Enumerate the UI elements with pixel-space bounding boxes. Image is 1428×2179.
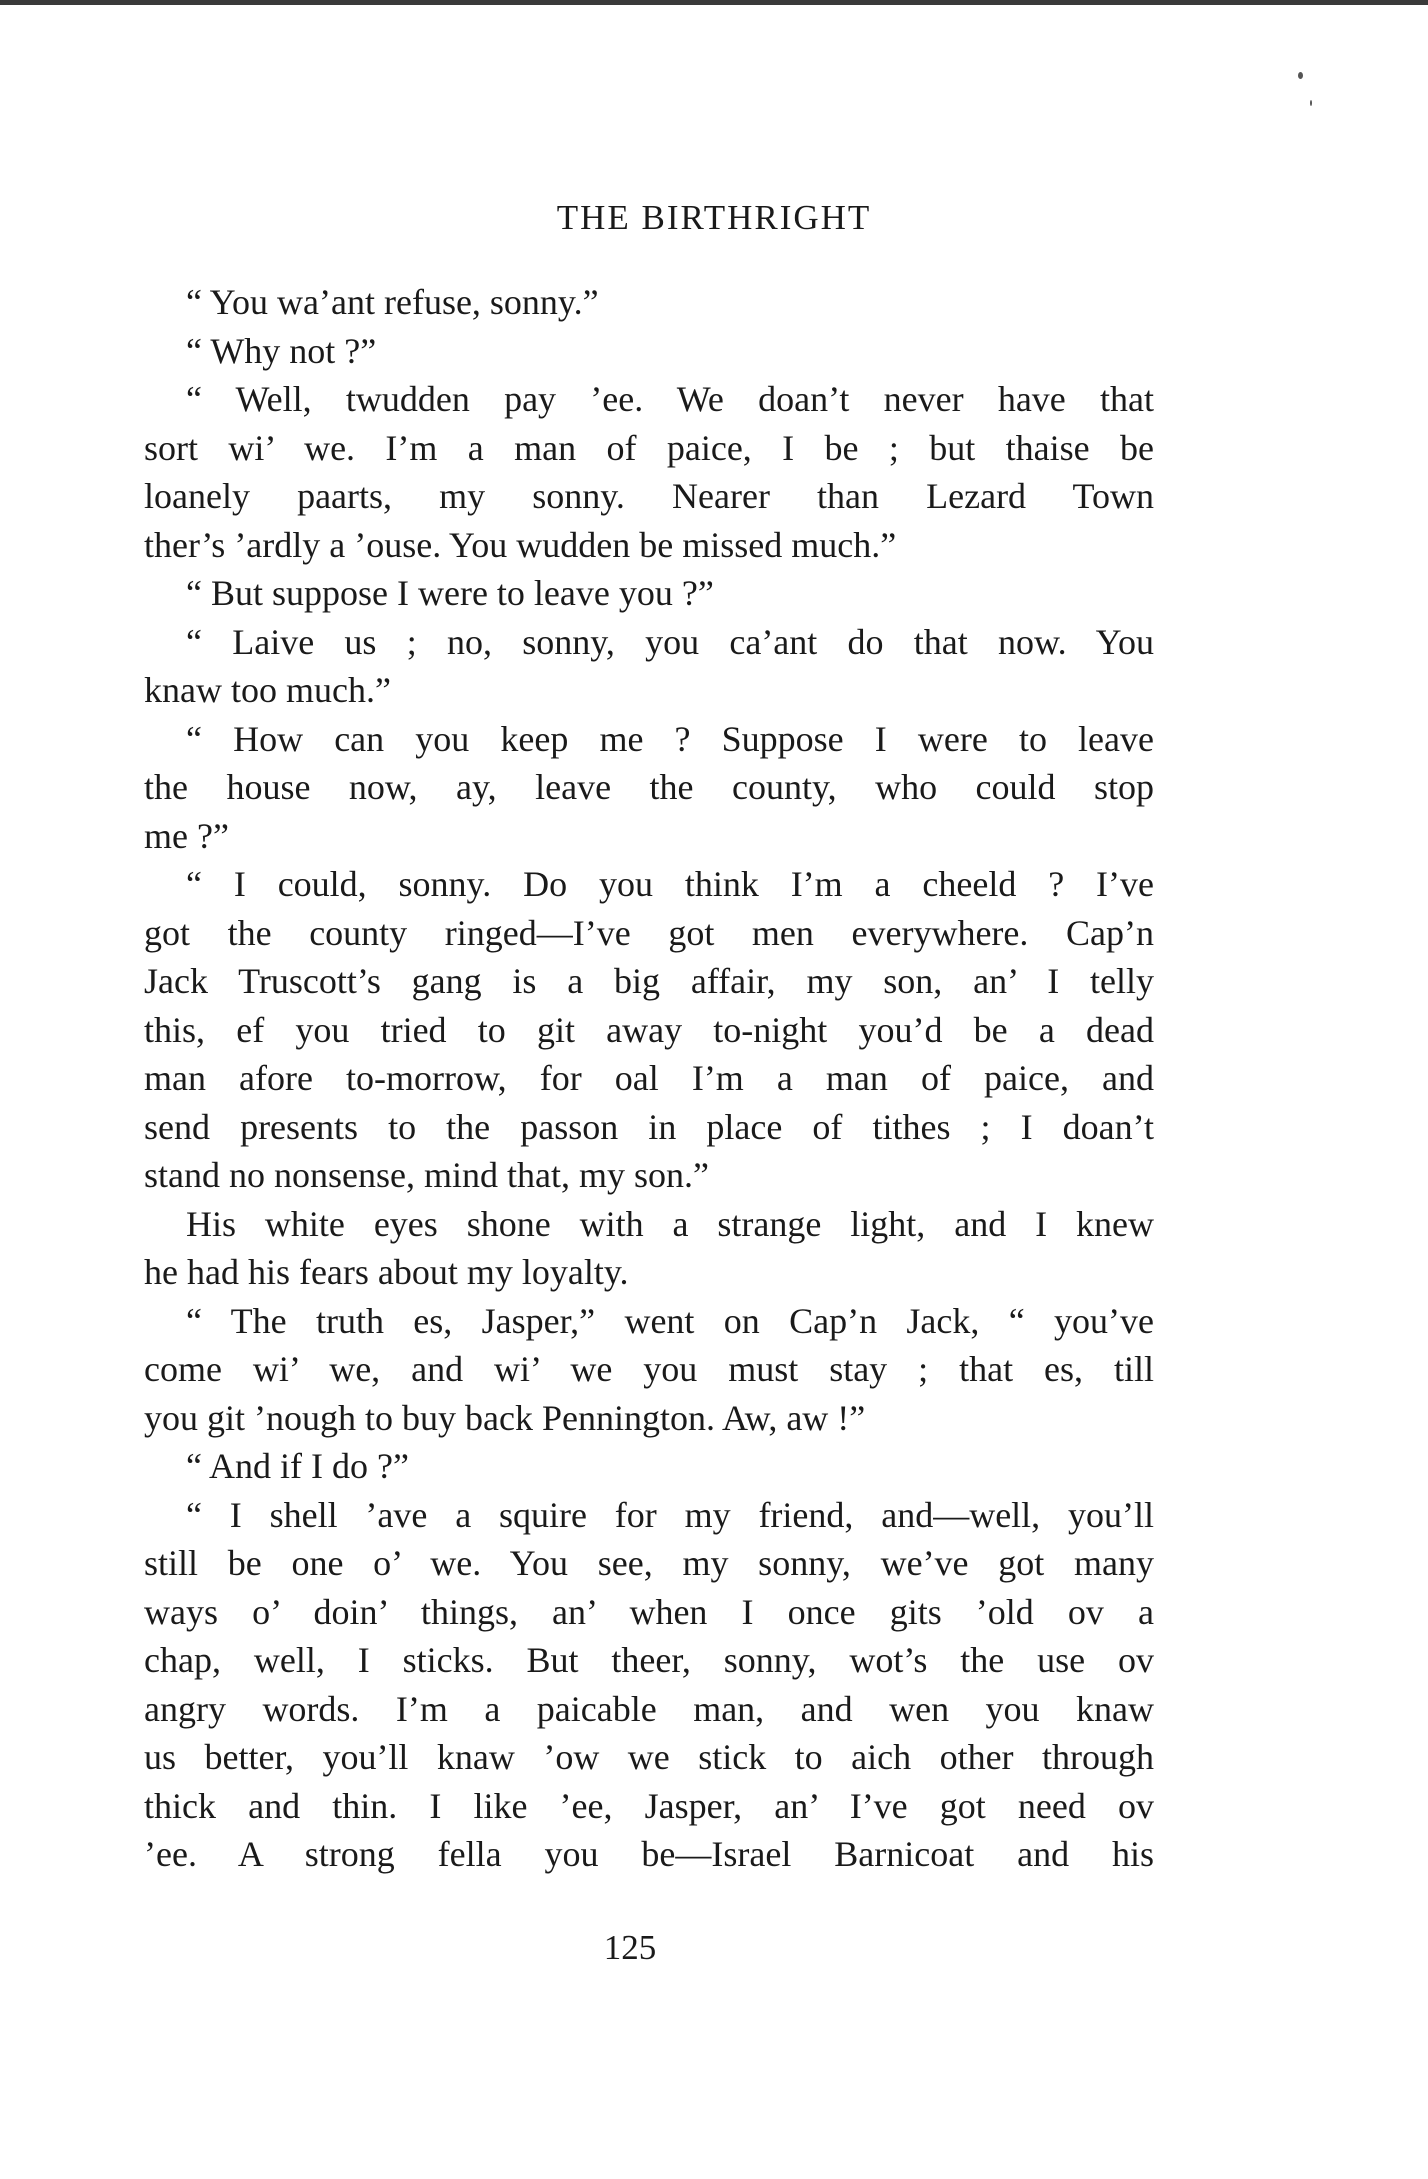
text-line: “ The truth es, Jasper,” went on Cap’n Jack, “ you’ve [186,1300,1154,1341]
text-line: “ Well, twudden pay ’ee. We doan’t never have that [186,379,1154,419]
text-line: he had his fears about my loyalty. [144,1252,629,1292]
text-line: us better, you’ll knaw ’ow we stick to aich other through [144,1737,1154,1777]
text-line: this, ef you tried to git away to-night you’d be a dead [144,1009,1154,1050]
text-line: ’ee. A strong fella you be—Israel Barnicoat and his [144,1834,1154,1874]
text-line: stand no nonsense, mind that, my son.” [144,1155,709,1195]
text-line: “ I could, sonny. Do you think I’m a cheeld ? I’ve [186,864,1154,904]
text-line: Jack Truscott’s gang is a big affair, my son, an’ I telly [144,961,1154,1001]
running-head: THE BIRTHRIGHT [556,198,872,237]
text-line: you git ’nough to buy back Pennington. Aw, aw !” [144,1397,866,1438]
text-line: thick and thin. I like ’ee, Jasper, an’ I’ve got need ov [144,1785,1154,1826]
text-line: loanely paarts, my sonny. Nearer than Lezard Town [144,476,1154,516]
text-line: man afore to-morrow, for oal I’m a man of paice, and [144,1058,1154,1098]
text-line: ways o’ doin’ things, an’ when I once gits ’old ov a [144,1591,1154,1632]
text-line: “ I shell ’ave a squire for my friend, and—well, you’ll [186,1494,1154,1535]
page-number: 125 [603,1928,657,1967]
text-line: knaw too much.” [144,670,391,710]
text-line: ther’s ’ardly a ’ouse. You wudden be missed much.” [144,524,897,565]
text-line: “ Laive us ; no, sonny, you ca’ant do that now. You [186,621,1154,662]
page-top-edge [0,0,1428,5]
text-line: sort wi’ we. I’m a man of paice, I be ; but thaise be [144,427,1154,468]
text-line: angry words. I’m a paicable man, and wen you knaw [144,1688,1154,1729]
print-speck [1298,72,1303,79]
text-line: the house now, ay, leave the county, who could stop [144,767,1154,807]
text-line: “ Why not ?” [186,330,377,371]
body-text [144,278,1154,1879]
text-line: still be one o’ we. You see, my sonny, we’ve got many [144,1543,1154,1583]
text-line: “ And if I do ?” [186,1446,409,1486]
text-line: “ But suppose I were to leave you ?” [186,573,714,613]
text-line: “ How can you keep me ? Suppose I were to leave [186,718,1154,759]
text-line: me ?” [144,815,229,856]
text-line: come wi’ we, and wi’ we you must stay ; that es, till [144,1349,1154,1389]
print-speck [1310,100,1312,106]
text-line: chap, well, I sticks. But theer, sonny, wot’s the use ov [144,1640,1154,1680]
text-line: send presents to the passon in place of tithes ; I doan’t [144,1106,1154,1147]
text-line: got the county ringed—I’ve got men everywhere. Cap’n [144,912,1154,953]
text-line: “ You wa’ant refuse, sonny.” [186,282,599,322]
text-line: His white eyes shone with a strange light, and I knew [186,1203,1154,1244]
